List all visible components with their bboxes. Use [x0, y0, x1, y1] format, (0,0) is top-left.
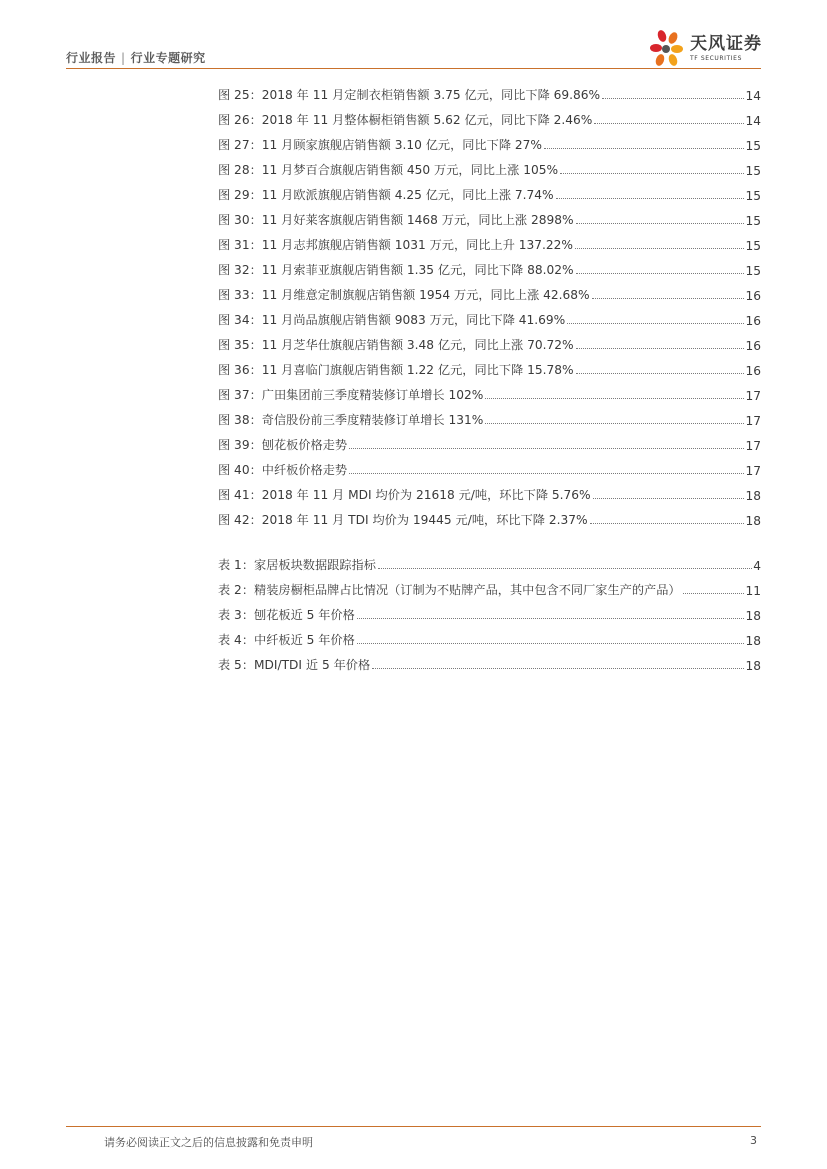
toc-entry-label: 表 5：MDI/TDI 近 5 年价格 — [218, 658, 371, 672]
table-list — [218, 548, 761, 673]
toc-entry-figure-42[interactable] — [218, 503, 761, 528]
toc-leader-dots — [349, 448, 744, 449]
toc-entry-page: 18 — [745, 634, 761, 648]
footer-disclaimer: 请务必阅读正文之后的信息披露和免责申明 — [104, 1136, 313, 1149]
toc-leader-dots — [593, 498, 745, 499]
toc-entry-label: 表 3：刨花板近 5 年价格 — [218, 608, 355, 622]
toc-entry-label: 图 34：11 月尚品旗舰店销售额 9083 万元，同比下降 41.69% — [218, 313, 566, 327]
toc-leader-dots — [485, 398, 744, 399]
toc-entry-figure-29[interactable] — [218, 178, 761, 203]
toc-entry-figure-28[interactable] — [218, 153, 761, 178]
toc-entry-page: 15 — [745, 239, 761, 253]
toc-entry-label: 表 2：精装房橱柜品牌占比情况（订制为不贴牌产品，其中包含不同厂家生产的产品） — [218, 583, 681, 597]
toc-entry-table-4[interactable] — [218, 623, 761, 648]
toc-entry-label: 图 25：2018 年 11 月定制衣柜销售额 3.75 亿元，同比下降 69.86% — [218, 88, 601, 102]
toc-entry-label: 图 27：11 月顾家旗舰店销售额 3.10 亿元，同比下降 27% — [218, 138, 542, 152]
toc-entry-label: 表 1：家居板块数据跟踪指标 — [218, 558, 376, 572]
logo-english-name: TF SECURITIES — [690, 55, 742, 62]
toc-entry-figure-34[interactable] — [218, 303, 761, 328]
toc-entry-page: 18 — [745, 609, 761, 623]
toc-entry-label: 图 38：奇信股份前三季度精装修订单增长 131% — [218, 413, 484, 427]
toc-entry-label: 图 32：11 月索菲亚旗舰店销售额 1.35 亿元，同比下降 88.02% — [218, 263, 574, 277]
toc-leader-dots — [357, 643, 745, 644]
toc-leader-dots — [372, 668, 744, 669]
toc-entry-page: 16 — [745, 289, 761, 303]
toc-entry-figure-39[interactable] — [218, 428, 761, 453]
toc-entry-label: 图 29：11 月欧派旗舰店销售额 4.25 亿元，同比上涨 7.74% — [218, 188, 554, 202]
toc-entry-figure-38[interactable] — [218, 403, 761, 428]
toc-entry-page: 15 — [745, 264, 761, 278]
toc-leader-dots — [544, 148, 744, 149]
toc-entry-table-5[interactable] — [218, 648, 761, 673]
toc-leader-dots — [576, 373, 745, 374]
page-number: 3 — [750, 1134, 757, 1147]
toc-entry-page: 18 — [745, 514, 761, 528]
toc-leader-dots — [590, 523, 745, 524]
toc-leader-dots — [567, 323, 744, 324]
toc-entry-label: 图 31：11 月志邦旗舰店销售额 1031 万元，同比上升 137.22% — [218, 238, 574, 252]
toc-entry-page: 18 — [745, 489, 761, 503]
header-breadcrumb — [66, 49, 206, 66]
toc-leader-dots — [576, 273, 745, 274]
toc-entry-label: 图 40：中纤板价格走势 — [218, 463, 348, 477]
toc-entry-table-1[interactable] — [218, 548, 761, 573]
toc-leader-dots — [349, 473, 744, 474]
toc-entry-figure-35[interactable] — [218, 328, 761, 353]
header-subsection: 行业专题研究 — [130, 51, 206, 65]
toc-entry-figure-41[interactable] — [218, 478, 761, 503]
toc-entry-page: 15 — [745, 164, 761, 178]
toc-entry-label: 图 39：刨花板价格走势 — [218, 438, 348, 452]
toc-entry-page: 17 — [745, 389, 761, 403]
toc-entry-page: 4 — [753, 559, 761, 573]
toc-entry-figure-26[interactable] — [218, 103, 761, 128]
toc-entry-label: 图 26：2018 年 11 月整体橱柜销售额 5.62 亿元，同比下降 2.46% — [218, 113, 593, 127]
header-separator: | — [121, 51, 126, 65]
toc-leader-dots — [560, 173, 744, 174]
toc-entry-figure-31[interactable] — [218, 228, 761, 253]
header-divider — [66, 68, 761, 69]
toc-entry-figure-36[interactable] — [218, 353, 761, 378]
toc-entry-page: 15 — [745, 214, 761, 228]
footer-divider — [66, 1126, 761, 1127]
toc-entry-figure-27[interactable] — [218, 128, 761, 153]
toc-leader-dots — [602, 98, 744, 99]
toc-entry-page: 15 — [745, 139, 761, 153]
toc-section-gap — [218, 528, 761, 548]
toc-leader-dots — [576, 348, 745, 349]
toc-entry-label: 表 4：中纤板近 5 年价格 — [218, 633, 355, 647]
toc-leader-dots — [556, 198, 745, 199]
toc-entry-page: 16 — [745, 314, 761, 328]
toc-entry-label: 图 42：2018 年 11 月 TDI 均价为 19445 元/吨，环比下降 2.37% — [218, 513, 588, 527]
toc-entry-figure-40[interactable] — [218, 453, 761, 478]
toc-entry-page: 16 — [745, 364, 761, 378]
company-logo — [648, 26, 768, 72]
toc-entry-page: 15 — [745, 189, 761, 203]
toc-entry-label: 图 37：广田集团前三季度精装修订单增长 102% — [218, 388, 484, 402]
toc-entry-page: 17 — [745, 439, 761, 453]
toc-entry-page: 14 — [745, 114, 761, 128]
toc-entry-figure-33[interactable] — [218, 278, 761, 303]
toc-entry-page: 17 — [745, 414, 761, 428]
figure-list — [218, 78, 761, 528]
toc-entry-page: 11 — [745, 584, 761, 598]
table-of-contents — [218, 78, 761, 673]
toc-entry-table-3[interactable] — [218, 598, 761, 623]
flower-logo-icon — [648, 27, 686, 71]
toc-entry-figure-30[interactable] — [218, 203, 761, 228]
toc-leader-dots — [357, 618, 745, 619]
toc-entry-label: 图 28：11 月梦百合旗舰店销售额 450 万元，同比上涨 105% — [218, 163, 559, 177]
toc-leader-dots — [575, 248, 744, 249]
toc-leader-dots — [683, 593, 745, 594]
toc-leader-dots — [594, 123, 744, 124]
logo-chinese-name: 天风证券 — [690, 34, 762, 54]
toc-leader-dots — [576, 223, 745, 224]
toc-entry-figure-32[interactable] — [218, 253, 761, 278]
toc-leader-dots — [592, 298, 745, 299]
toc-entry-page: 17 — [745, 464, 761, 478]
toc-entry-page: 18 — [745, 659, 761, 673]
toc-entry-table-2[interactable] — [218, 573, 761, 598]
header-section: 行业报告 — [66, 51, 117, 65]
toc-leader-dots — [485, 423, 744, 424]
toc-entry-page: 14 — [745, 89, 761, 103]
toc-entry-label: 图 36：11 月喜临门旗舰店销售额 1.22 亿元，同比下降 15.78% — [218, 363, 574, 377]
toc-entry-label: 图 30：11 月好莱客旗舰店销售额 1468 万元，同比上涨 2898% — [218, 213, 574, 227]
toc-entry-label: 图 33：11 月维意定制旗舰店销售额 1954 万元，同比上涨 42.68% — [218, 288, 590, 302]
toc-entry-label: 图 35：11 月芝华仕旗舰店销售额 3.48 亿元，同比上涨 70.72% — [218, 338, 574, 352]
toc-entry-page: 16 — [745, 339, 761, 353]
toc-entry-figure-25[interactable] — [218, 78, 761, 103]
toc-entry-figure-37[interactable] — [218, 378, 761, 403]
toc-entry-label: 图 41：2018 年 11 月 MDI 均价为 21618 元/吨，环比下降 5.76% — [218, 488, 591, 502]
toc-leader-dots — [378, 568, 752, 569]
